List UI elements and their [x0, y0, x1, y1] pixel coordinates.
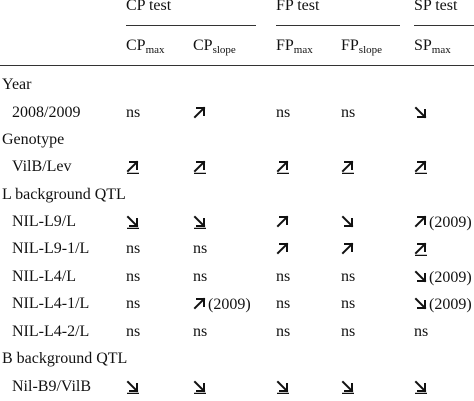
table-cell [276, 240, 290, 259]
table-cell [193, 378, 207, 397]
table-cell [414, 213, 472, 232]
cell-value: ns [193, 268, 208, 285]
table-cell [193, 158, 207, 177]
table-cell [341, 378, 355, 397]
arrow-down-right-icon [276, 380, 290, 394]
table-cell [414, 268, 472, 287]
trend-arrow [193, 297, 207, 311]
arrow-down-right-icon [414, 297, 428, 311]
trend-arrow [341, 380, 355, 394]
group-header-cp: CP test [126, 0, 172, 14]
table-cell [193, 213, 207, 232]
trend-arrow [341, 160, 355, 174]
trend-arrow [126, 380, 140, 394]
cell-value: ns [126, 104, 141, 121]
table-cell [126, 240, 140, 258]
arrow-up-right-icon [126, 160, 140, 174]
cell-value: ns [276, 268, 291, 285]
table-cell [126, 295, 140, 313]
trend-arrow [276, 380, 290, 394]
row-label: Nil-B9/VilB [12, 378, 92, 395]
arrow-up-right-icon [276, 160, 290, 174]
cell-note: (2009) [208, 296, 251, 313]
row-label: NIL-L4/L [12, 268, 76, 285]
table-cell [276, 104, 290, 122]
arrow-down-right-icon [126, 380, 140, 394]
trend-arrow [414, 215, 428, 229]
trend-arrow [341, 215, 355, 229]
table-cell [341, 158, 355, 177]
table-cell [126, 268, 140, 286]
table-cell [341, 323, 355, 341]
trend-arrow [414, 160, 428, 174]
table-cell [193, 240, 207, 258]
cell-value: ns [414, 323, 429, 340]
cell-value: ns [341, 104, 356, 121]
cell-value: ns [126, 323, 141, 340]
table-cell [126, 213, 140, 232]
group-rule-sp [414, 25, 474, 26]
row-label: 2008/2009 [12, 104, 81, 121]
trend-arrow [414, 297, 428, 311]
arrow-down-right-icon [193, 380, 207, 394]
cell-note: (2009) [429, 296, 472, 313]
column-header-cp-max: $CP_{max}$ [126, 37, 165, 56]
arrow-down-right-icon [126, 215, 140, 229]
table-cell [193, 323, 207, 341]
trend-arrow [193, 215, 207, 229]
group-rule-fp [276, 25, 400, 26]
cell-note: (2009) [429, 269, 472, 286]
table-cell [341, 104, 355, 122]
section-label-year: Year [2, 76, 32, 93]
arrow-up-right-icon [193, 106, 207, 120]
arrow-up-right-icon [414, 242, 428, 256]
arrow-up-right-icon [341, 242, 355, 256]
cell-value: ns [126, 240, 141, 257]
trend-arrow [193, 160, 207, 174]
arrow-down-right-icon [414, 380, 428, 394]
trend-arrow [193, 106, 207, 120]
column-header-fp-max: $FP_{max}$ [276, 37, 313, 56]
table-cell [341, 295, 355, 313]
table-cell [414, 104, 428, 123]
section-label-b-background: B background QTL [2, 350, 128, 367]
arrow-up-right-icon [276, 215, 290, 229]
group-header-sp: SP test [414, 0, 458, 14]
cell-value: ns [276, 104, 291, 121]
cell-value: ns [126, 295, 141, 312]
trend-arrow [276, 242, 290, 256]
table-cell [414, 295, 472, 314]
trend-arrow [126, 160, 140, 174]
table-cell [341, 240, 355, 259]
arrow-up-right-icon [414, 215, 428, 229]
table-cell [276, 295, 290, 313]
trend-arrow [276, 160, 290, 174]
table-cell [126, 323, 140, 341]
row-label: NIL-L9-1/L [12, 240, 90, 257]
table-cell [193, 268, 207, 286]
section-label-genotype: Genotype [2, 131, 65, 148]
table-cell [414, 240, 428, 259]
arrow-up-right-icon [341, 160, 355, 174]
table-cell [193, 295, 251, 314]
trend-arrow [126, 215, 140, 229]
table-cell [414, 323, 428, 341]
arrow-down-right-icon [341, 380, 355, 394]
table-cell [414, 158, 428, 177]
column-header-sp-max: $SP_{max}$ [414, 37, 451, 56]
arrow-down-right-icon [341, 215, 355, 229]
section-label-l-background: L background QTL [2, 186, 126, 203]
arrow-up-right-icon [193, 297, 207, 311]
arrow-down-right-icon [414, 270, 428, 284]
column-header-fp-slope: $FP_{slope}$ [341, 37, 383, 56]
row-label: NIL-L9/L [12, 213, 76, 230]
arrow-down-right-icon [414, 106, 428, 120]
trend-arrow [414, 380, 428, 394]
table-cell [276, 378, 290, 397]
arrow-up-right-icon [276, 242, 290, 256]
cell-value: ns [126, 268, 141, 285]
trend-arrow [414, 242, 428, 256]
trend-arrow [414, 106, 428, 120]
table-cell [126, 378, 140, 397]
trend-arrow [193, 380, 207, 394]
trend-arrow [276, 215, 290, 229]
table-cell [276, 268, 290, 286]
table-cell [276, 213, 290, 232]
arrow-up-right-icon [193, 160, 207, 174]
group-rule-cp [126, 25, 256, 26]
cell-value: ns [276, 295, 291, 312]
table-cell [126, 104, 140, 122]
table-cell [414, 378, 428, 397]
arrow-up-right-icon [414, 160, 428, 174]
table-cell [126, 158, 140, 177]
group-header-fp: FP test [276, 0, 320, 14]
table-cell [193, 104, 207, 123]
trend-arrow [341, 242, 355, 256]
table-cell [341, 268, 355, 286]
arrow-down-right-icon [193, 215, 207, 229]
cell-value: ns [276, 323, 291, 340]
cell-value: ns [341, 323, 356, 340]
row-label: VilB/Lev [12, 158, 72, 175]
header-bottom-rule [0, 65, 474, 66]
cell-value: ns [341, 268, 356, 285]
row-label: NIL-L4-2/L [12, 323, 90, 340]
trend-arrow [414, 270, 428, 284]
table-cell [276, 323, 290, 341]
table-cell [341, 213, 355, 232]
column-header-cp-slope: $CP_{slope}$ [193, 37, 236, 56]
table-cell [276, 158, 290, 177]
cell-value: ns [193, 323, 208, 340]
cell-value: ns [193, 240, 208, 257]
cell-note: (2009) [429, 214, 472, 231]
row-label: NIL-L4-1/L [12, 295, 90, 312]
cell-value: ns [341, 295, 356, 312]
